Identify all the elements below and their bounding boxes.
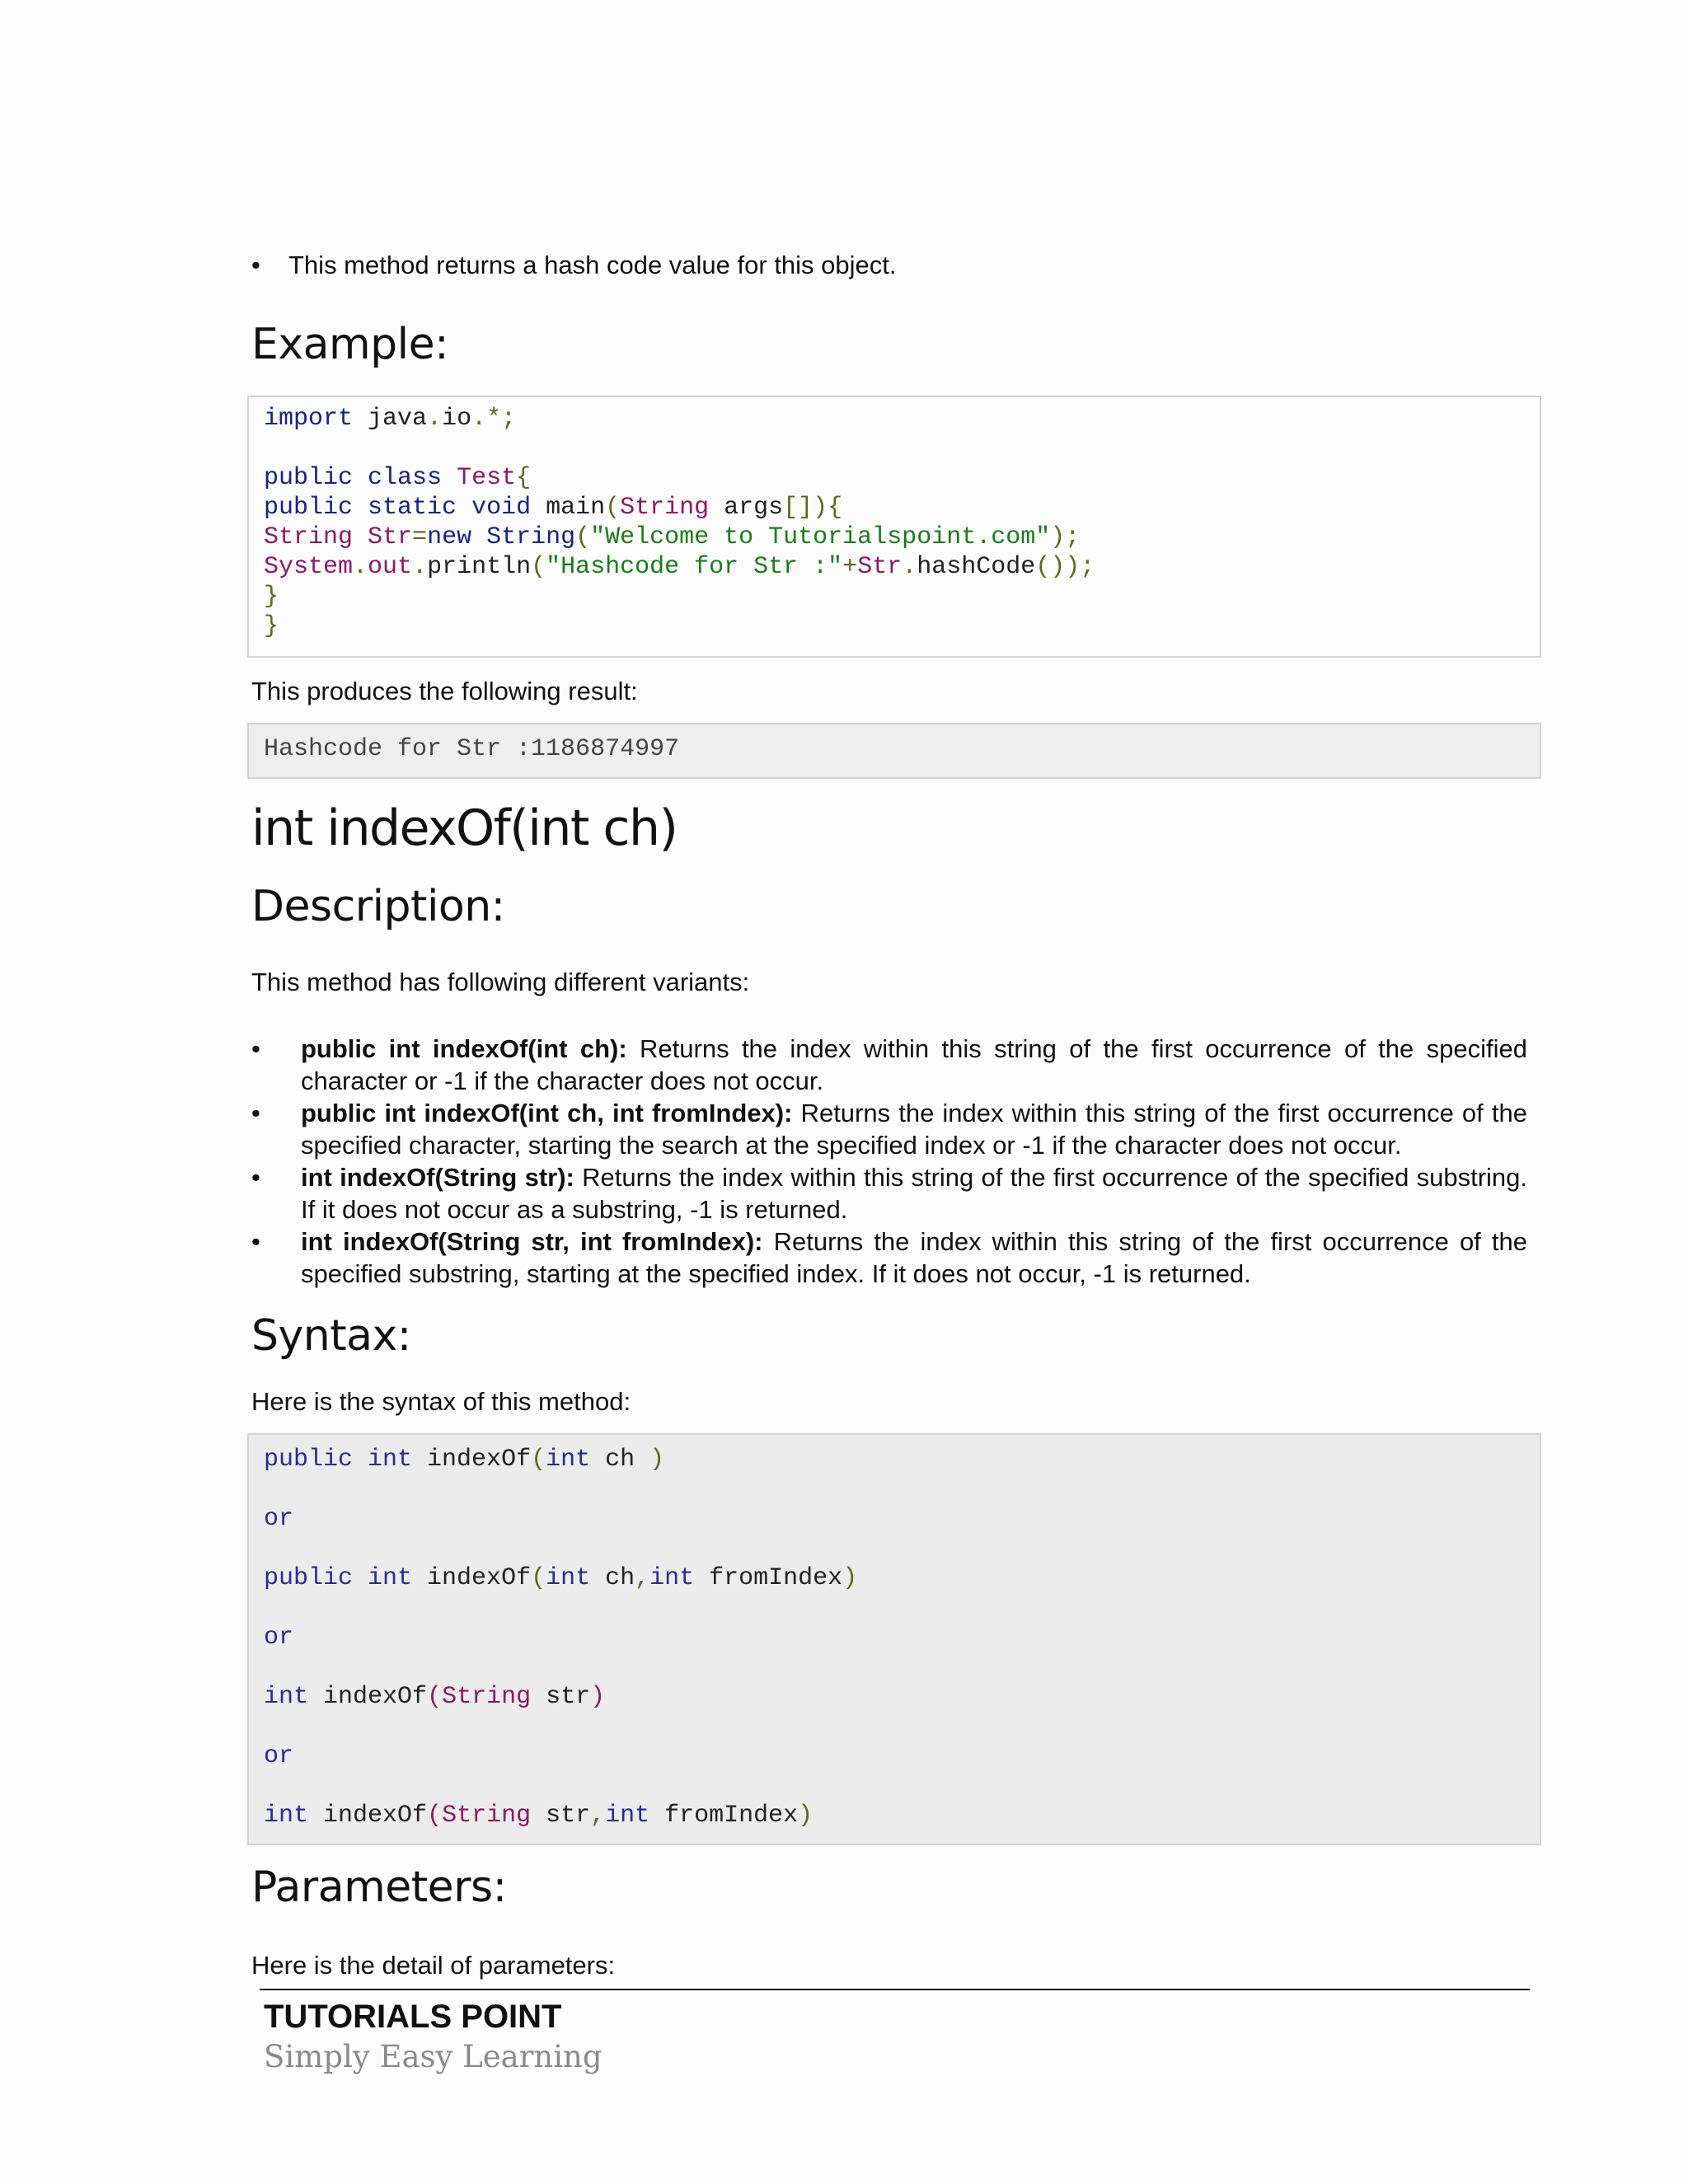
bullet-marker: •: [251, 251, 260, 279]
syntax-line-2: public int indexOf(int ch,int fromIndex): [264, 1564, 858, 1592]
footer-tagline: Simply Easy Learning: [264, 2039, 603, 2074]
variant-item: • public int indexOf(int ch): Returns the index within this string of the first occurrence of the specified character or -1 if the character does not occur.: [251, 1034, 1527, 1095]
variant-signature: int indexOf(String str, int fromIndex):: [301, 1227, 763, 1256]
parameters-intro: Here is the detail of parameters:: [251, 1951, 616, 1980]
variant-signature: public int indexOf(int ch, int fromIndex):: [301, 1099, 793, 1127]
syntax-heading: Syntax:: [251, 1311, 411, 1361]
variant-signature: public int indexOf(int ch):: [301, 1034, 627, 1063]
footer-brand: TUTORIALS POINT: [264, 1999, 562, 2035]
variant-signature: int indexOf(String str):: [301, 1163, 574, 1192]
variant-item: • public int indexOf(int ch, int fromIndex): Returns the index within this string of the first occurrence of the specified character, starting the search at the specified index or -1 if the character does not occur.: [251, 1099, 1527, 1160]
variant-description: Returns the index within this string of the first occurrence of the specified substring. If it does not occur as a substring, -1 is returned.: [301, 1163, 1527, 1224]
footer-divider: [260, 1989, 1530, 1990]
code-line-6: System.out.println("Hashcode for Str :"+Str.hashCode());: [264, 553, 1095, 581]
result-intro: This produces the following result:: [251, 677, 638, 705]
syntax-intro: Here is the syntax of this method:: [251, 1387, 631, 1416]
syntax-line-1: public int indexOf(int ch ): [264, 1446, 665, 1474]
description-heading: Description:: [251, 882, 505, 931]
code-line-8: }: [264, 612, 279, 640]
bullet-text: This method returns a hash code value for this object.: [288, 251, 897, 279]
code-line-7: }: [264, 583, 279, 611]
syntax-or: or: [264, 1742, 294, 1770]
code-line-5: String Str=new String("Welcome to Tutorialspoint.com");: [264, 523, 1081, 551]
code-line-3: public class Test{: [264, 464, 532, 492]
variant-description: Returns the index within this string of the first occurrence of the specified character, starting the search at the specified index or -1 if the character does not occur.: [301, 1099, 1527, 1160]
variants-list: [251, 1033, 1527, 1290]
variant-item: • int indexOf(String str): Returns the index within this string of the first occurrence of the specified substring. If it does not occur as a substring, -1 is returned.: [251, 1163, 1527, 1224]
example-code-block: [247, 396, 1541, 658]
parameters-heading: Parameters:: [251, 1863, 507, 1912]
code-line-1: import java.io.*;: [264, 405, 517, 433]
syntax-or: or: [264, 1624, 294, 1652]
syntax-line-4: int indexOf(String str,int fromIndex): [264, 1802, 814, 1830]
syntax-or: or: [264, 1505, 294, 1533]
example-heading: Example:: [251, 320, 449, 369]
variants-intro: This method has following different variants:: [251, 968, 750, 996]
method-heading: int indexOf(int ch): [251, 799, 678, 857]
result-output-line: Hashcode for Str :1186874997: [264, 735, 680, 763]
code-line-blank: [264, 434, 1525, 463]
code-line-4: public static void main(String args[]){: [264, 494, 843, 522]
variant-description: Returns the index within this string of the first occurrence of the specified substring, starting at the specified index. If it does not occur, -1 is returned.: [301, 1227, 1527, 1288]
syntax-code-block: [247, 1433, 1541, 1845]
variant-item: • int indexOf(String str, int fromIndex): Returns the index within this string of the first occurrence of the specified substring, starting at the specified index. If it does not occur, -1 is returned.: [251, 1227, 1527, 1288]
variant-description: Returns the index within this string of the first occurrence of the specified character or -1 if the character does not occur.: [301, 1034, 1527, 1095]
syntax-line-3: int indexOf(String str): [264, 1683, 606, 1711]
result-output-block: [247, 723, 1541, 779]
